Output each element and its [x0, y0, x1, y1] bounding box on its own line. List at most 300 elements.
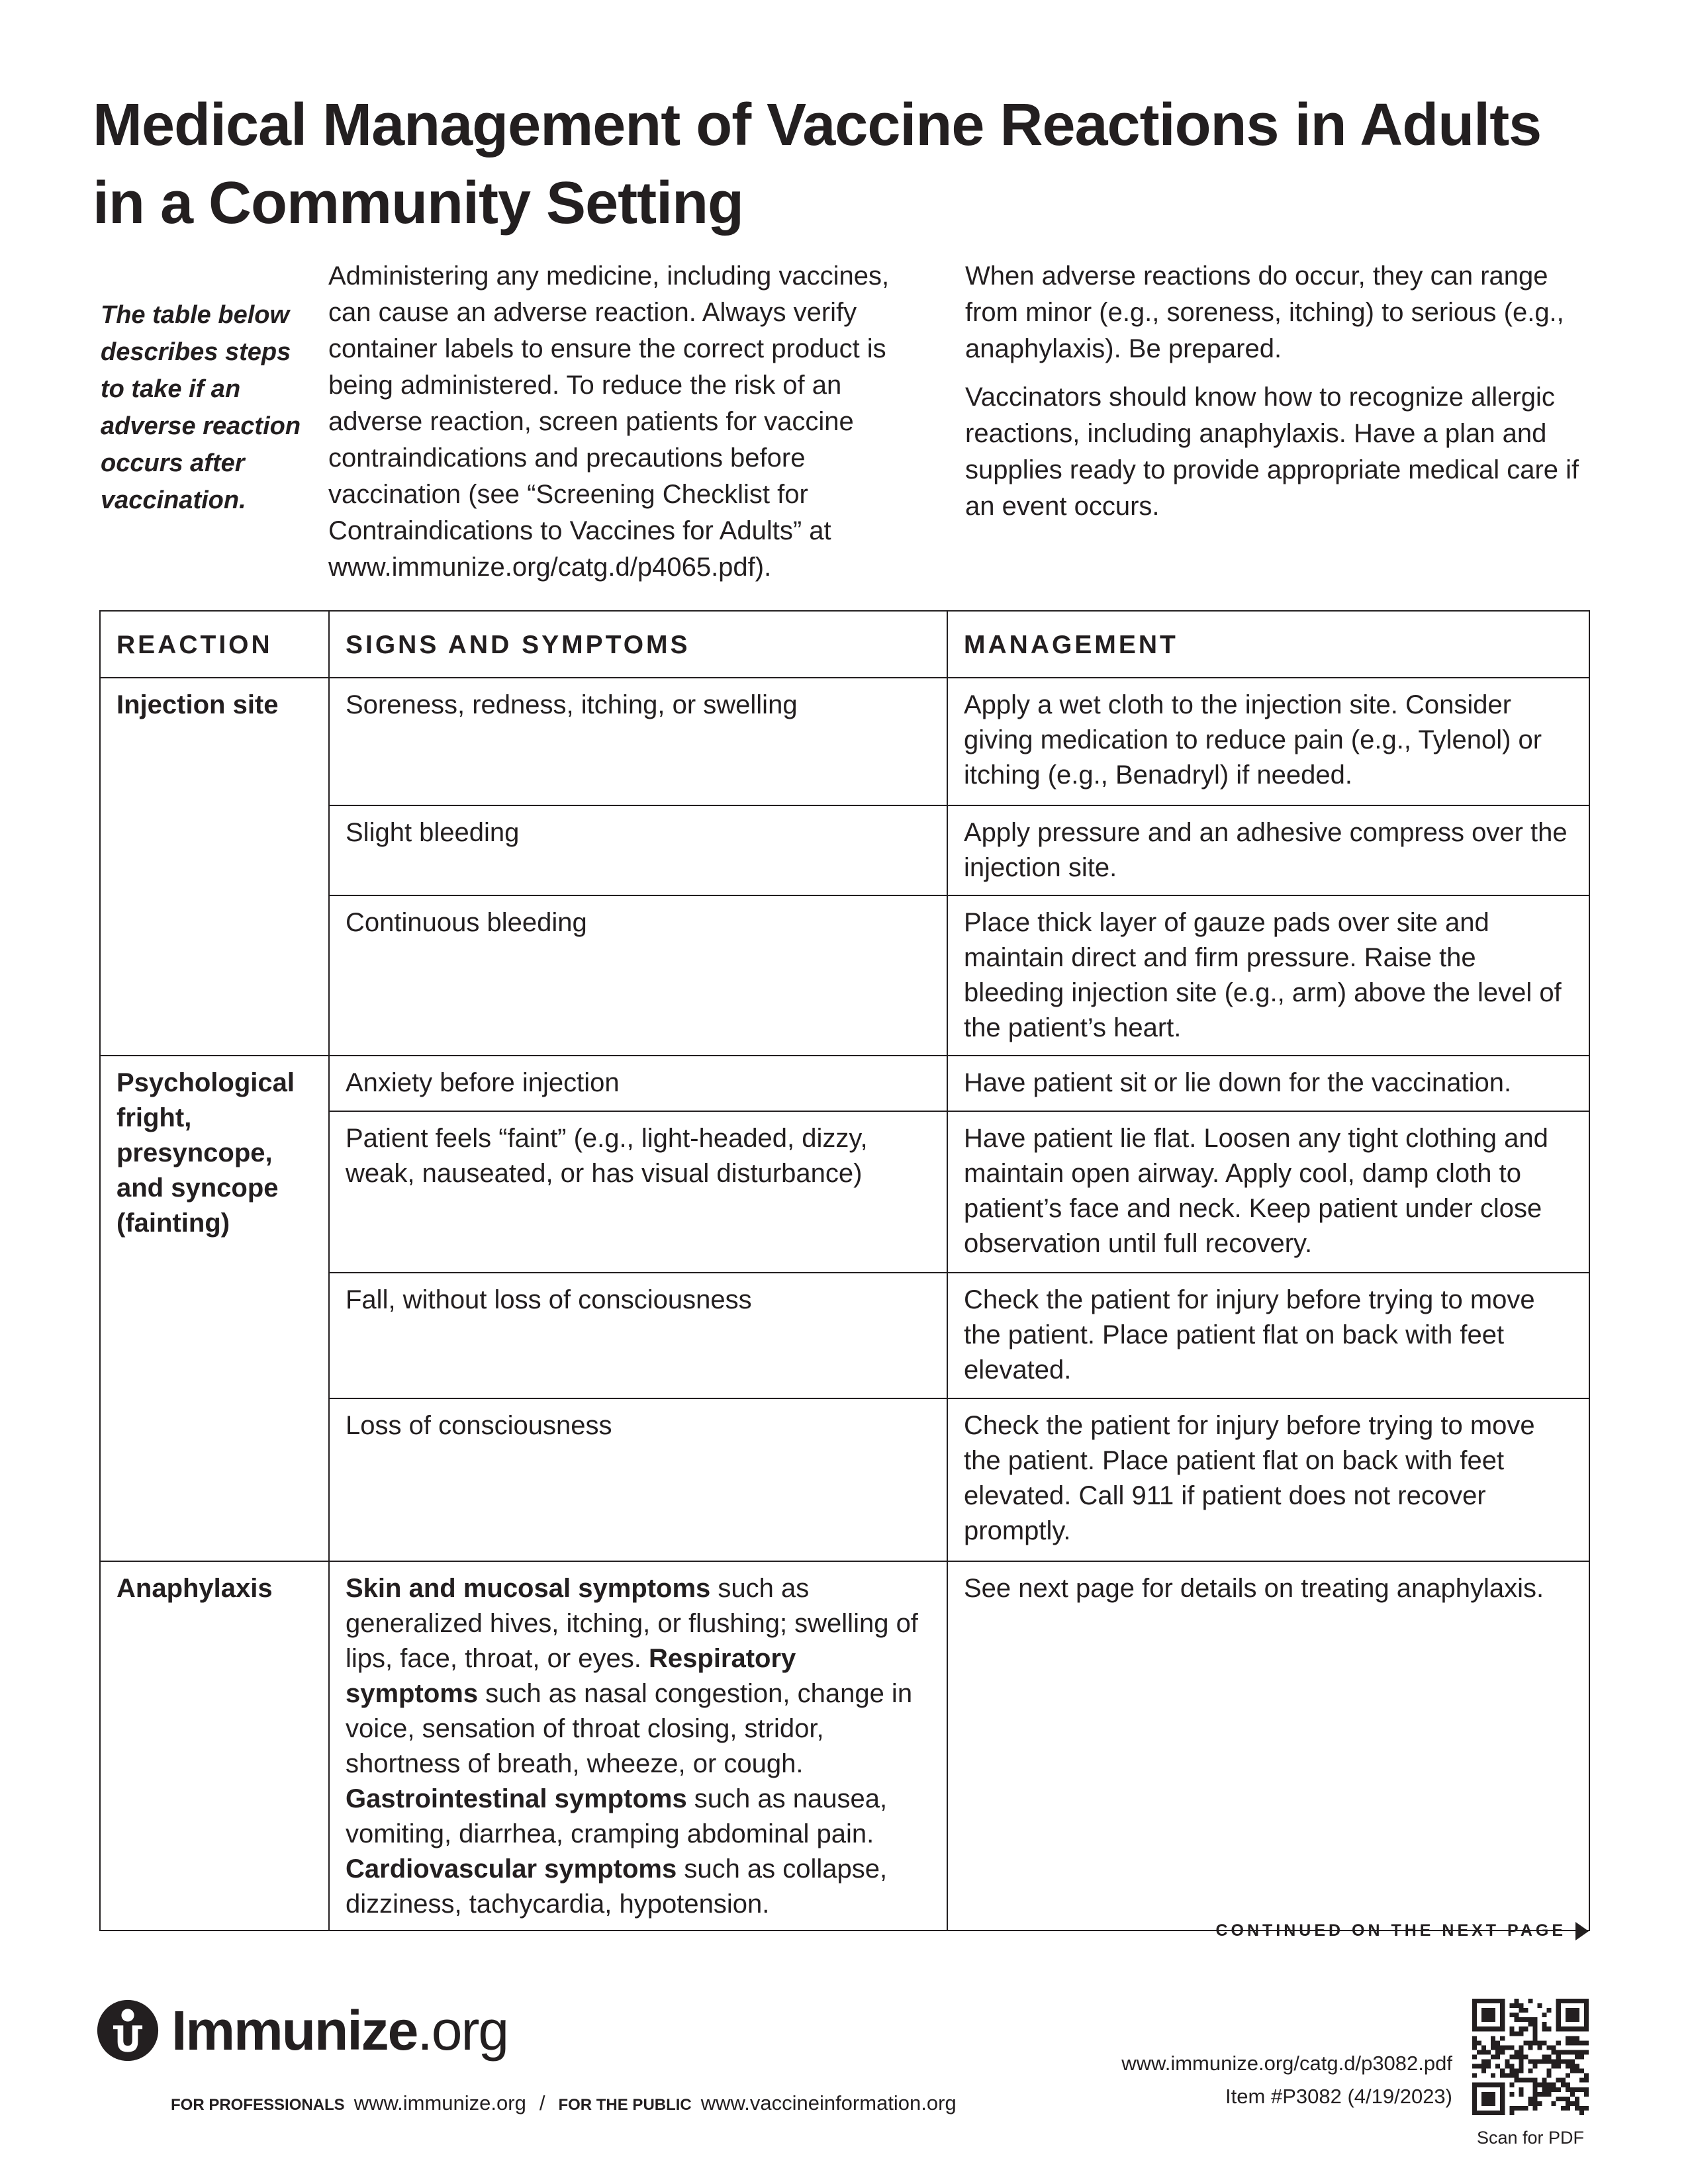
column-header-reaction: REACTION — [100, 611, 329, 678]
qr-module — [1519, 2031, 1523, 2036]
qr-module — [1547, 2026, 1552, 2031]
column-header-signs: SIGNS AND SYMPTOMS — [329, 611, 947, 678]
qr-module — [1500, 2026, 1505, 2031]
page-title-line-1: Medical Management of Vaccine Reactions in Adults — [93, 92, 1542, 158]
qr-module — [1481, 2045, 1486, 2050]
qr-module — [1566, 2073, 1570, 2078]
qr-module — [1472, 2008, 1477, 2013]
qr-module — [1491, 2101, 1495, 2106]
management-cell: Check the patient for injury before trying to move the patient. Place patient flat on back with feet elevated. Call 911 if patient does not recover promptly. — [947, 1398, 1589, 1561]
qr-module — [1509, 2045, 1514, 2050]
qr-module — [1542, 2060, 1547, 2064]
qr-module — [1491, 2073, 1495, 2078]
qr-module — [1491, 2040, 1495, 2045]
qr-module — [1477, 2040, 1481, 2045]
qr-module — [1528, 2040, 1532, 2045]
qr-module — [1533, 2101, 1538, 2106]
symptom-category: Cardiovascular symptoms — [346, 1854, 677, 1884]
qr-module — [1533, 2087, 1538, 2092]
qr-module — [1552, 2101, 1556, 2106]
qr-module — [1556, 2097, 1561, 2101]
qr-module — [1566, 1999, 1570, 2003]
qr-module — [1509, 2026, 1514, 2031]
qr-module — [1566, 2097, 1570, 2101]
intro-column-2 — [965, 258, 1587, 537]
qr-module — [1566, 2040, 1570, 2045]
qr-module — [1472, 2101, 1477, 2106]
qr-module — [1481, 2017, 1486, 2022]
qr-module — [1491, 2013, 1495, 2017]
qr-module — [1575, 2017, 1579, 2022]
qr-module — [1584, 2078, 1589, 2083]
qr-module — [1566, 2026, 1570, 2031]
qr-module — [1500, 2022, 1505, 2026]
continued-next-page — [1215, 1921, 1589, 1940]
qr-module — [1491, 2045, 1495, 2050]
qr-module — [1575, 2008, 1579, 2013]
intro-column-1 — [328, 258, 911, 586]
qr-module — [1533, 2060, 1538, 2064]
qr-module — [1528, 2022, 1532, 2026]
qr-module — [1500, 2083, 1505, 2087]
management-cell: See next page for details on treating anaphylaxis. — [947, 1561, 1589, 1931]
qr-module — [1495, 2040, 1500, 2045]
reaction-cell: Injection site — [100, 678, 329, 1056]
qr-module — [1556, 2054, 1561, 2059]
qr-module — [1528, 2017, 1532, 2022]
qr-module — [1570, 2092, 1575, 2097]
qr-module — [1491, 2097, 1495, 2101]
qr-module — [1472, 2045, 1477, 2050]
footer-separator: / — [539, 2091, 545, 2115]
reactions-table — [99, 610, 1590, 1931]
qr-module — [1472, 1999, 1477, 2003]
qr-module — [1561, 2078, 1566, 2083]
qr-module — [1514, 2069, 1519, 2073]
qr-module — [1561, 2060, 1566, 2064]
qr-module — [1472, 2064, 1477, 2069]
qr-module — [1579, 2054, 1584, 2059]
qr-module — [1533, 2092, 1538, 2097]
qr-module — [1579, 2026, 1584, 2031]
qr-module — [1495, 2050, 1500, 2054]
qr-module — [1584, 2013, 1589, 2017]
qr-module — [1500, 1999, 1505, 2003]
qr-module — [1523, 2078, 1528, 2083]
qr-module — [1552, 2083, 1556, 2087]
reaction-cell: Psychological fright, presyncope, and syncope (fainting) — [100, 1056, 329, 1561]
public-link[interactable]: www.vaccineinformation.org — [700, 2091, 957, 2115]
qr-module — [1552, 2060, 1556, 2064]
qr-module — [1519, 2054, 1523, 2059]
qr-module — [1500, 2087, 1505, 2092]
qr-module — [1561, 2083, 1566, 2087]
qr-module — [1509, 2083, 1514, 2087]
qr-module — [1523, 2008, 1528, 2013]
qr-module — [1472, 2083, 1477, 2087]
qr-module — [1579, 2069, 1584, 2073]
qr-module — [1533, 2017, 1538, 2022]
qr-module — [1584, 2022, 1589, 2026]
qr-module — [1523, 2017, 1528, 2022]
table-header-row — [100, 611, 1589, 678]
management-cell: Place thick layer of gauze pads over site and maintain direct and firm pressure. Raise the bleeding injection site (e.g., arm) above the level of the patient’s heart. — [947, 895, 1589, 1056]
qr-module — [1505, 2060, 1509, 2064]
qr-module — [1519, 2003, 1523, 2008]
qr-module — [1547, 2069, 1552, 2073]
qr-module — [1566, 2087, 1570, 2092]
qr-module — [1556, 2003, 1561, 2008]
qr-module — [1584, 2050, 1589, 2054]
qr-module — [1556, 1999, 1561, 2003]
qr-module — [1533, 2040, 1538, 2045]
qr-module — [1477, 2050, 1481, 2054]
item-number: Item #P3082 (4/19/2023) — [1225, 2085, 1452, 2108]
qr-module — [1523, 2026, 1528, 2031]
qr-module — [1570, 2026, 1575, 2031]
qr-module — [1472, 2092, 1477, 2097]
qr-module — [1584, 2040, 1589, 2045]
qr-module — [1472, 2087, 1477, 2092]
logo-wordmark — [171, 1999, 508, 2062]
qr-module — [1519, 2087, 1523, 2092]
qr-module — [1538, 2040, 1542, 2045]
qr-module — [1552, 2087, 1556, 2092]
qr-module — [1519, 2045, 1523, 2050]
qr-module — [1500, 2045, 1505, 2050]
qr-module — [1523, 2054, 1528, 2059]
qr-module — [1495, 2026, 1500, 2031]
qr-module — [1533, 2022, 1538, 2026]
qr-module — [1538, 2045, 1542, 2050]
signs-cell: Soreness, redness, itching, or swelling — [329, 678, 947, 805]
qr-module — [1472, 2036, 1477, 2040]
qr-module — [1509, 2069, 1514, 2073]
qr-module — [1584, 2073, 1589, 2078]
qr-module — [1481, 1999, 1486, 2003]
qr-module — [1472, 2111, 1477, 2115]
qr-module — [1486, 2101, 1491, 2106]
qr-module — [1519, 2050, 1523, 2054]
qr-module — [1533, 2078, 1538, 2083]
qr-module — [1570, 2017, 1575, 2022]
qr-module — [1542, 2092, 1547, 2097]
qr-module — [1533, 2106, 1538, 2111]
qr-module — [1533, 2036, 1538, 2040]
qr-module — [1500, 2073, 1505, 2078]
footer-links — [171, 2091, 957, 2115]
qr-module — [1486, 2064, 1491, 2069]
qr-module — [1495, 2111, 1500, 2115]
qr-module — [1584, 2017, 1589, 2022]
professionals-link[interactable]: www.immunize.org — [353, 2091, 526, 2115]
qr-module — [1477, 2026, 1481, 2031]
qr-module — [1556, 2060, 1561, 2064]
table-row — [100, 678, 1589, 805]
qr-module — [1491, 2008, 1495, 2013]
qr-module — [1552, 2045, 1556, 2050]
qr-module — [1472, 2040, 1477, 2045]
qr-module — [1547, 2060, 1552, 2064]
qr-module — [1533, 2064, 1538, 2069]
qr-module — [1575, 2097, 1579, 2101]
management-cell: Apply a wet cloth to the injection site. Consider giving medication to reduce pain (e.g., Tylenol) or itching (e.g., Benadryl) if needed. — [947, 678, 1589, 805]
qr-module — [1495, 2083, 1500, 2087]
qr-module — [1519, 2017, 1523, 2022]
qr-module — [1523, 2106, 1528, 2111]
qr-module — [1500, 2003, 1505, 2008]
qr-module — [1477, 2064, 1481, 2069]
signs-cell: Loss of consciousness — [329, 1398, 947, 1561]
qr-module — [1481, 2083, 1486, 2087]
qr-module — [1575, 2101, 1579, 2106]
qr-module — [1500, 2050, 1505, 2054]
qr-module — [1505, 2064, 1509, 2069]
qr-module — [1556, 2064, 1561, 2069]
qr-module — [1486, 1999, 1491, 2003]
qr-module — [1570, 1999, 1575, 2003]
symptom-text: such as generalized hives, itching, or flushing; swelling of lips, face, throat, or eyes. — [346, 1574, 918, 1673]
qr-module — [1472, 2003, 1477, 2008]
signs-cell-anaphylaxis — [329, 1561, 947, 1931]
qr-module — [1528, 2101, 1532, 2106]
table-row — [100, 1561, 1589, 1931]
qr-module — [1500, 2092, 1505, 2097]
qr-module — [1566, 2050, 1570, 2054]
qr-module — [1472, 2026, 1477, 2031]
qr-module — [1486, 2083, 1491, 2087]
qr-module — [1486, 2008, 1491, 2013]
qr-module — [1509, 2064, 1514, 2069]
immunize-logo-icon — [96, 1999, 160, 2062]
qr-module — [1491, 2054, 1495, 2059]
qr-module — [1495, 2064, 1500, 2069]
qr-module — [1519, 2092, 1523, 2097]
page-title — [93, 86, 1615, 242]
qr-module — [1575, 2040, 1579, 2045]
qr-module — [1570, 2036, 1575, 2040]
qr-module — [1509, 2031, 1514, 2036]
qr-module — [1561, 2026, 1566, 2031]
reaction-cell: Anaphylaxis — [100, 1561, 329, 1931]
qr-module — [1556, 2087, 1561, 2092]
qr-module — [1519, 2078, 1523, 2083]
qr-module — [1542, 2013, 1547, 2017]
table-row — [100, 1056, 1589, 1111]
management-cell: Have patient lie flat. Loosen any tight clothing and maintain open airway. Apply cool, damp cloth to patient’s face and neck. Keep patient under close observation until full recovery. — [947, 1111, 1589, 1273]
qr-module — [1528, 2069, 1532, 2073]
qr-module — [1528, 2045, 1532, 2050]
signs-cell: Slight bleeding — [329, 805, 947, 895]
qr-module — [1533, 2026, 1538, 2031]
professionals-label: FOR PROFESSIONALS — [171, 2096, 345, 2114]
qr-module — [1552, 2050, 1556, 2054]
qr-module — [1570, 2008, 1575, 2013]
qr-module — [1566, 2008, 1570, 2013]
public-label: FOR THE PUBLIC — [558, 2096, 692, 2114]
qr-module — [1575, 2064, 1579, 2069]
qr-module — [1547, 2087, 1552, 2092]
qr-module — [1566, 2060, 1570, 2064]
qr-module — [1481, 2101, 1486, 2106]
qr-module — [1566, 2064, 1570, 2069]
qr-module — [1500, 2111, 1505, 2115]
qr-module — [1491, 2092, 1495, 2097]
qr-module — [1542, 2022, 1547, 2026]
qr-module — [1538, 2101, 1542, 2106]
qr-module — [1500, 2101, 1505, 2106]
qr-module — [1556, 2040, 1561, 2045]
qr-module — [1514, 2003, 1519, 2008]
qr-module — [1556, 2050, 1561, 2054]
qr-module — [1472, 2073, 1477, 2078]
qr-module — [1575, 2036, 1579, 2040]
qr-module — [1509, 2092, 1514, 2097]
qr-module — [1575, 2050, 1579, 2054]
document-url[interactable]: www.immunize.org/catg.d/p3082.pdf — [1121, 2052, 1452, 2075]
qr-module — [1481, 2069, 1486, 2073]
qr-module — [1500, 2017, 1505, 2022]
qr-module — [1481, 2060, 1486, 2064]
footer-document-info — [1121, 2047, 1452, 2113]
signs-cell: Patient feels “faint” (e.g., light-headed, dizzy, weak, nauseated, or has visual disturbance) — [329, 1111, 947, 1273]
qr-module — [1486, 2050, 1491, 2054]
intro-paragraph: Administering any medicine, including vaccines, can cause an adverse reaction. Always verify container labels to ensure the correct product is being administered. To reduce the risk of an adverse reaction, screen patients for vaccine contraindications and precautions before vaccination (see “Screening Checklist for Contraindications to Vaccines for Adults” at www.immunize.org/catg.d/p4065.pdf). — [328, 261, 890, 582]
qr-module — [1491, 2083, 1495, 2087]
column-header-management: MANAGEMENT — [947, 611, 1589, 678]
logo-wordmark-bold: Immunize — [171, 1999, 418, 2062]
qr-module — [1561, 2050, 1566, 2054]
qr-module — [1575, 2106, 1579, 2111]
qr-module — [1514, 2078, 1519, 2083]
qr-module — [1481, 2092, 1486, 2097]
qr-module — [1579, 1999, 1584, 2003]
qr-module — [1495, 2054, 1500, 2059]
qr-module — [1486, 2111, 1491, 2115]
qr-module — [1542, 2026, 1547, 2031]
qr-module — [1570, 2013, 1575, 2017]
triangle-right-icon — [1575, 1922, 1589, 1940]
qr-module — [1542, 2078, 1547, 2083]
qr-module — [1528, 2097, 1532, 2101]
qr-module — [1491, 1999, 1495, 2003]
qr-module — [1486, 2026, 1491, 2031]
symptom-category: Respiratory symptoms — [346, 1644, 796, 1708]
qr-module — [1579, 2106, 1584, 2111]
qr-module — [1566, 2013, 1570, 2017]
qr-module — [1477, 1999, 1481, 2003]
qr-module — [1500, 2013, 1505, 2017]
qr-module — [1491, 2111, 1495, 2115]
signs-cell: Anxiety before injection — [329, 1056, 947, 1111]
qr-module — [1556, 2022, 1561, 2026]
qr-module — [1514, 2031, 1519, 2036]
qr-module — [1519, 2106, 1523, 2111]
qr-module — [1486, 2097, 1491, 2101]
qr-module — [1538, 2083, 1542, 2087]
symptom-category: Gastrointestinal symptoms — [346, 1784, 687, 1813]
qr-module — [1528, 2060, 1532, 2064]
qr-module — [1481, 2111, 1486, 2115]
qr-module — [1584, 1999, 1589, 2003]
qr-module — [1579, 2040, 1584, 2045]
qr-module — [1472, 2017, 1477, 2022]
qr-module — [1575, 1999, 1579, 2003]
qr-module — [1500, 2036, 1505, 2040]
qr-module — [1584, 2026, 1589, 2031]
qr-module — [1472, 2054, 1477, 2059]
qr-module — [1500, 2106, 1505, 2111]
qr-module — [1505, 2045, 1509, 2050]
qr-module — [1566, 2106, 1570, 2111]
qr-module — [1542, 2054, 1547, 2059]
qr-module — [1556, 2026, 1561, 2031]
qr-module — [1514, 2013, 1519, 2017]
qr-module — [1561, 1999, 1566, 2003]
qr-code-icon[interactable] — [1472, 1999, 1589, 2115]
qr-module — [1477, 2083, 1481, 2087]
qr-module — [1519, 2064, 1523, 2069]
qr-module — [1533, 2083, 1538, 2087]
qr-module — [1538, 2092, 1542, 2097]
qr-module — [1472, 2013, 1477, 2017]
qr-module — [1575, 2069, 1579, 2073]
qr-module — [1514, 2073, 1519, 2078]
qr-module — [1481, 2050, 1486, 2054]
qr-module — [1579, 2050, 1584, 2054]
qr-module — [1491, 2026, 1495, 2031]
qr-module — [1547, 2054, 1552, 2059]
signs-cell: Continuous bleeding — [329, 895, 947, 1056]
qr-module — [1547, 2092, 1552, 2097]
qr-module — [1514, 1999, 1519, 2003]
symptom-category: Skin and mucosal symptoms — [346, 1574, 711, 1603]
qr-module — [1570, 2087, 1575, 2092]
qr-module — [1481, 2013, 1486, 2017]
qr-module — [1491, 2017, 1495, 2022]
qr-module — [1509, 2073, 1514, 2078]
qr-module — [1556, 2008, 1561, 2013]
qr-module — [1514, 2054, 1519, 2059]
qr-module — [1584, 2087, 1589, 2092]
qr-module — [1477, 2111, 1481, 2115]
qr-module — [1575, 2026, 1579, 2031]
qr-module — [1486, 2013, 1491, 2017]
qr-module — [1584, 2106, 1589, 2111]
qr-module — [1481, 2026, 1486, 2031]
management-cell: Check the patient for injury before trying to move the patient. Place patient flat on back with feet elevated. — [947, 1273, 1589, 1398]
immunize-logo — [96, 1999, 508, 2062]
qr-module — [1509, 2106, 1514, 2111]
qr-module — [1584, 2008, 1589, 2013]
qr-module — [1570, 2050, 1575, 2054]
symptom-text: such as nasal congestion, change in voice, sensation of throat closing, stridor, shortness of breath, wheeze, or cough. — [346, 1679, 913, 1778]
page-title-line-2: in a Community Setting — [93, 170, 744, 236]
continued-label: CONTINUED ON THE NEXT PAGE — [1215, 1921, 1566, 1940]
qr-module — [1570, 2064, 1575, 2069]
qr-module — [1486, 2092, 1491, 2097]
management-cell: Have patient sit or lie down for the vaccination. — [947, 1056, 1589, 1111]
logo-wordmark-suffix: .org — [417, 1999, 508, 2062]
qr-module — [1570, 2040, 1575, 2045]
qr-module — [1495, 2045, 1500, 2050]
symptom-text: such as nausea, vomiting, diarrhea, cramping abdominal pain. — [346, 1784, 888, 1848]
qr-module — [1566, 2036, 1570, 2040]
qr-module — [1505, 2073, 1509, 2078]
qr-module — [1533, 2031, 1538, 2036]
qr-module — [1566, 2017, 1570, 2022]
qr-module — [1500, 2069, 1505, 2073]
